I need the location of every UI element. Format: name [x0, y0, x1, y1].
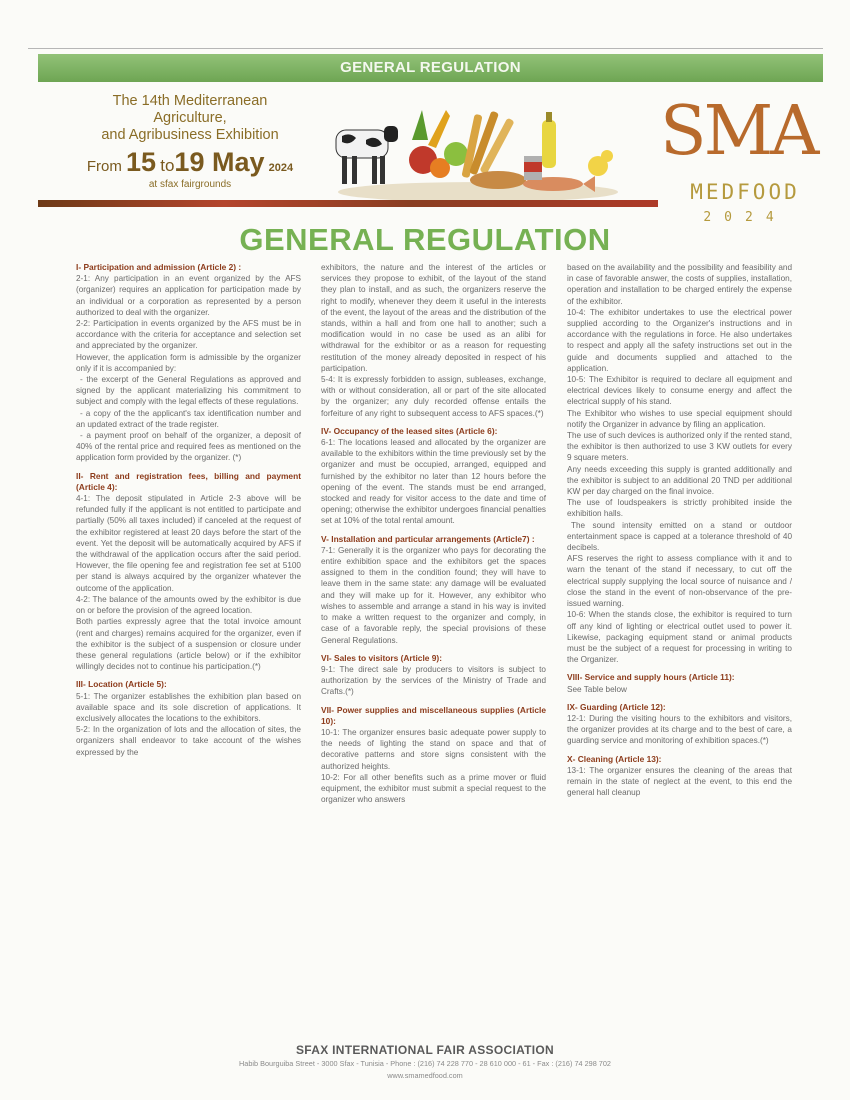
paragraph: - a payment proof on behalf of the organizer, a deposit of 40% of the rental price and required fees as mentioned on the application form provided by the organizer. (*)	[76, 431, 301, 463]
paragraph: However, the application form is admissible by the organizer only if it is accompanied by:	[76, 352, 301, 373]
paragraph: 10-2: For all other benefits such as a prime mover or fluid equipment, the exhibitor must submit a special request to the organizer who answers	[321, 772, 546, 805]
section-heading: III- Location (Article 5):	[76, 679, 167, 690]
paragraph: 12-1: During the visiting hours to the exhibitors and visitors, the organizer provides at its charge and to the best of care, a guarding service and monitoring of exhibition spaces.(*)	[567, 713, 792, 746]
paragraph: 10-5: The Exhibitor is required to declare all equipment and electrical devices likely to consume energy and affect the electrical supply of his stand.	[567, 375, 792, 407]
paragraph: 2-2: Participation in events organized by the AFS must be in accordance with the criteria for acceptance and selection set and appreciated by the organizer.	[76, 319, 301, 351]
bottle-icon	[542, 112, 556, 168]
paragraph: 9-1: The direct sale by producers to visitors is subject to authorization by the services of the Ministry of Trade and Crafts.(*)	[321, 664, 546, 697]
paragraph: The use of loudspeakers is strictly prohibited inside the exhibition halls.	[567, 498, 792, 519]
paragraph: 5-4: It is expressly forbidden to assign, subleases, exchange, with or without consideration, all or part of the site allocated by the organizer; any duly recorded offense entails the forfeiture of any right to subsequent access to AFS spaces.(*)	[321, 375, 546, 418]
paragraph: 4-1: The deposit stipulated in Article 2-3 above will be refunded fully if the applicant is not entitled to participate and partially (50% all taxes included) if canceled at the request of the exhibitor registered at least 20 days before the start of the event. Yet the deposit will be automatically acquired by AFS if the withdrawal of the application occurs after the said period. However, the file opening fee and registration fee set at 5100 per stand is always acquired by the organizer whatever the outcome of the application.	[76, 494, 301, 593]
event-line-1: The 14th Mediterranean	[112, 93, 268, 109]
paragraph: 2-1: Any participation in an event organized by the AFS (organizer) requires an application for participation made by an individual or a corporation as represented by a person authorized to deal with the organizer.	[76, 274, 301, 317]
section-heading: VI- Sales to visitors (Article 9):	[321, 652, 443, 663]
paragraph: 13-1: The organizer ensures the cleaning of the areas that remain in the state of neglect at the event, to this end the general hall cleanup	[567, 765, 792, 798]
header-color-bar	[38, 200, 658, 207]
food-illustration	[328, 100, 628, 205]
footer-website[interactable]: www.smamedfood.com	[387, 1071, 463, 1080]
section-heading: V- Installation and particular arrangements (Article7) :	[321, 533, 535, 544]
paragraph: 10-6: When the stands close, the exhibitor is required to turn off any kind of lighting or electrical outlet used to power it. Likewise, packaging equipment stand or animal products must be the subject of a request for processing in writing to the Organizer.	[567, 610, 792, 665]
chick-icon	[588, 150, 613, 176]
event-venue: at sfax fairgrounds	[148, 179, 232, 190]
section-heading: IV- Occupancy of the leased sites (Article 6):	[321, 425, 498, 436]
paragraph: See Table below	[567, 684, 627, 694]
section-heading: X- Cleaning (Article 13):	[567, 753, 662, 764]
top-rule	[28, 48, 823, 49]
paragraph: 5-1: The organizer establishes the exhibition plan based on available space and its sole discretion of applications. It exclusively allocates the locations to the exhibitors.	[76, 691, 301, 723]
vegetables-icon	[409, 110, 468, 178]
can-icon	[524, 156, 542, 180]
paragraph: 7-1: Generally it is the organizer who pays for decorating the entire exhibition space and the exhibitors get the spaces assigned to them in the condition found; they will have to leave them in the same state: any damage will be evaluated and they will make up for it. However, any exhibitor who wishes to assemble and arrange a stand in his way is invited to make a written request to the organizer and comply, in case of a favorable reply, the special provisions of these General Regulations.	[321, 545, 546, 645]
section-heading: I- Participation and admission (Article 2) :	[76, 262, 242, 272]
event-dates	[60, 147, 320, 178]
paragraph: AFS reserves the right to assess compliance with it and to warn the tenant of the stand if necessary, to cut off the electrical supply supplying the local source of nuisance and / close the stand in the event of non-observance of the pre-issued warning.	[567, 554, 792, 609]
section-heading: VII- Power supplies and miscellaneous supplies (Article 10):	[321, 704, 546, 726]
paragraph: Any needs exceeding this supply is granted additionally and the exhibitor is subject to an additional 20 TND per additional KW per day charged on the final invoice.	[567, 464, 792, 497]
from-label: From	[86, 158, 122, 175]
cow-icon	[336, 126, 398, 184]
section-heading: VIII- Service and supply hours (Article 11):	[567, 672, 735, 683]
paragraph: 10-4: The exhibitor undertakes to use the electrical power supplied according to the Organizer's instructions and in accordance with the regulations in force. He also undertakes to respect and apply all the safety instructions set out in the guide and documents supplied and attached to the application.	[567, 307, 792, 373]
section-heading: II- Rent and registration fees, billing and payment (Article 4):	[76, 470, 301, 492]
header-banner	[38, 54, 823, 82]
paragraph: 5-2: In the organization of lots and the allocation of sites, the organizers shall endeavor to take account of the wishes expressed by the	[76, 725, 301, 757]
paragraph: The Exhibitor who wishes to use special equipment should notify the Organizer in advance by filing an application.	[567, 408, 792, 429]
footer-organization: SFAX INTERNATIONAL FAIR ASSOCIATION	[295, 1043, 555, 1057]
paragraph: 4-2: The balance of the amounts owed by the exhibitor is due on or before the provision of the agreed location.	[76, 594, 301, 616]
to-label: to	[160, 156, 175, 175]
logo-year: 2024	[703, 210, 787, 225]
event-line-3: and Agribusiness Exhibition	[101, 127, 279, 143]
column-3	[567, 262, 792, 798]
logo-name: SMA	[660, 92, 817, 171]
section-heading: IX- Guarding (Article 12):	[567, 701, 666, 712]
paragraph: - a copy of the the applicant's tax identification number and an updated extract of the trade register.	[76, 408, 301, 429]
paragraph: Both parties expressly agree that the total invoice amount (rent and charges) remains acquired for the organizer, even if the exhibitor is the subject of a suspension or closure under these general regulations (article below) or if the exhibitor willingly decides not to continue his participation.(*)	[76, 617, 301, 672]
column-2	[321, 262, 546, 805]
paragraph: based on the availability and the possibility and feasibility and in case of favorable answer, the costs of supplies, installation, operation and installation to be charged entirely the expense of the exhibitor.	[567, 263, 792, 306]
paragraph: 6-1: The locations leased and allocated by the organizer are available to the exhibitors within the time previously set by the organizer and must be occupied, arranged, equipped and furnished by the exhibitor no later than 12 hours before the opening of the event. The stands must be end arranged, stocked and ready for visitor access to the date and time of opening; otherwise the exhibitor undergoes financial penalties set at 10% of the total rental amount.	[321, 438, 546, 526]
column-1	[76, 262, 301, 758]
event-year: 2024	[268, 162, 294, 174]
bread-icon	[461, 111, 526, 189]
logo-subtitle: MEDFOOD	[690, 180, 800, 204]
paragraph: The use of such devices is authorized only if the rented stand, the exhibitor is then authorized to use 3 KW outlets for every 9 square meters.	[567, 431, 792, 463]
day-start: 15	[126, 147, 157, 177]
event-info	[60, 93, 320, 190]
banner-title: GENERAL REGULATION	[340, 59, 521, 76]
day-end: 19 May	[174, 147, 265, 177]
paragraph: The sound intensity emitted on a stand or outdoor entertainment space is capped at a tolerance threshold of 40 decibels.	[567, 520, 792, 553]
event-line-2: Agriculture,	[153, 110, 227, 126]
paragraph: 10-1: The organizer ensures basic adequate power supply to the needs of lighting the stand on space and that of decorative patterns and store signs consistent with the authorized heights.	[321, 727, 546, 771]
paragraph: - the excerpt of the General Regulations as approved and signed by the applicant materializing his commitment to subject and comply with the legal effects of these regulations.	[76, 375, 301, 407]
paragraph: exhibitors, the nature and the interest of the articles or services they propose to exhibit, of the layout of the stand they plan to install, and as such, the organizers reserve the right to modify, whenever they deem it useful in the interests of the event, the layout of the areas and the distribution of the stands, within a hall and from one hall to another; such a modification would in no case be used as an alibi for withdrawal for the exhibitor or as a reason for requesting restitution of the money already deposited in respect of his participation.	[321, 263, 546, 373]
document-title: GENERAL REGULATION	[239, 222, 611, 257]
footer-address: Habib Bourguiba Street - 3000 Sfax - Tunisia - Phone : (216) 74 228 770 - 28 610 000 - 61 - Fax : (216) 74 298 702	[239, 1059, 611, 1068]
